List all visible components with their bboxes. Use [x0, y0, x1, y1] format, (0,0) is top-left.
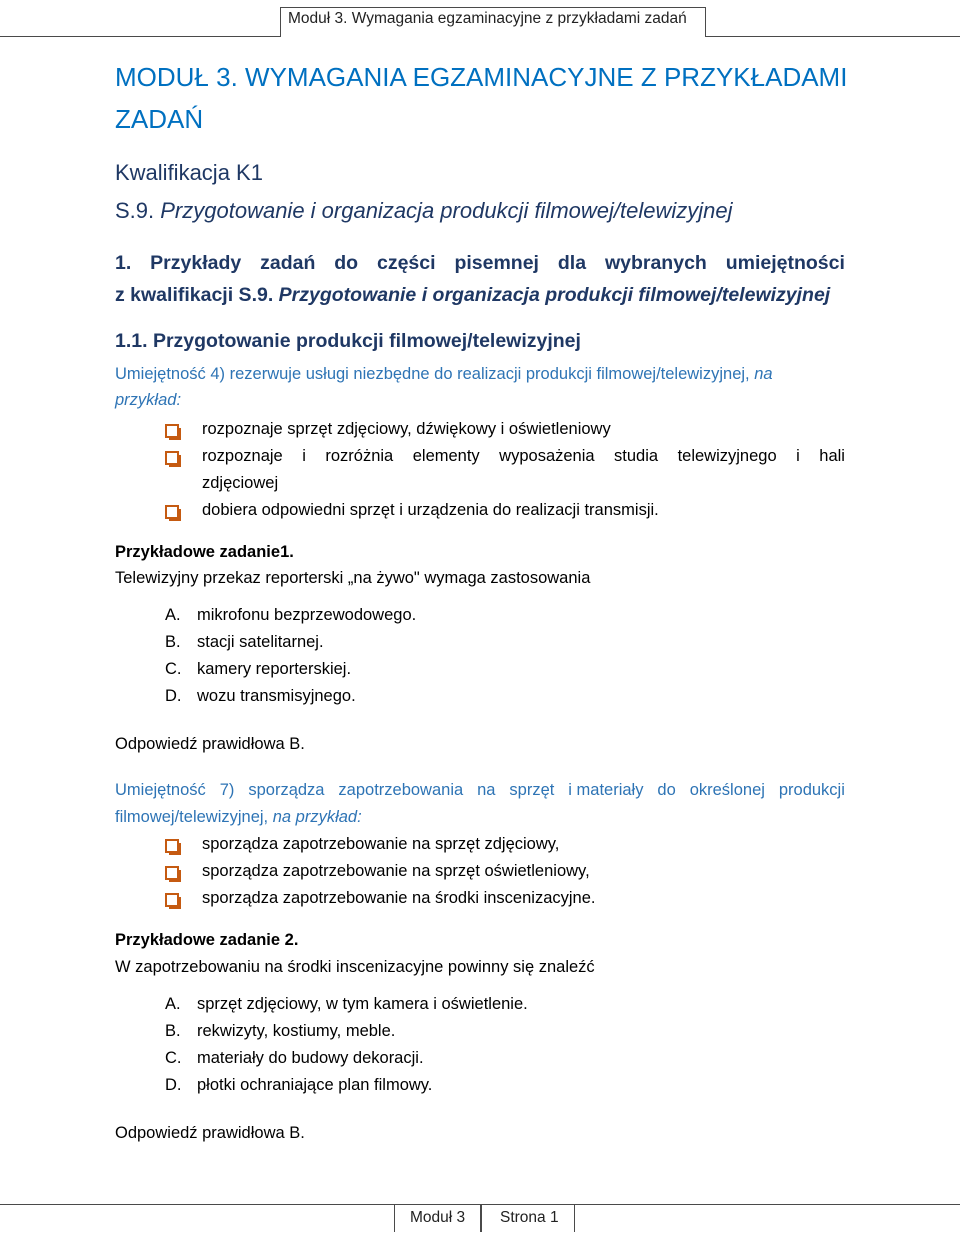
task1-option-a: mikrofonu bezprzewodowego.: [197, 606, 417, 624]
task2-option-a-letter: A.: [165, 995, 181, 1013]
task2-question: W zapotrzebowaniu na środki inscenizacyjne powinny się znaleźć: [115, 958, 595, 976]
word: 7): [219, 781, 235, 799]
task2-answer: Odpowiedź prawidłowa B.: [115, 1124, 305, 1142]
task1-option-b: stacji satelitarnej.: [197, 633, 324, 651]
task2-label: Przykładowe zadanie 2.: [115, 931, 299, 949]
skill4-bullet-1: rozpoznaje sprzęt zdjęciowy, dźwiękowy i oświetleniowy: [202, 420, 611, 438]
skill4-line2: [115, 391, 181, 410]
footer-line: [575, 1204, 960, 1205]
word: wyposażenia: [499, 447, 595, 465]
skill7-bullet-3: sporządza zapotrzebowanie na środki inscenizacyjne.: [202, 889, 596, 907]
task1-option-a-letter: A.: [165, 606, 181, 624]
word: rozpoznaje: [202, 447, 283, 465]
skill4-italic: na: [754, 365, 773, 383]
word: 1.: [115, 252, 132, 274]
skill7-bullet-2: sporządza zapotrzebowanie na sprzęt oświetleniowy,: [202, 862, 590, 880]
word: wybranych: [604, 252, 707, 274]
skill4-text: Umiejętność 4) rezerwuje usługi niezbędne do realizacji produkcji filmowej/telewizyjnej,: [115, 365, 755, 383]
section1-heading-line2: [115, 284, 830, 307]
bullet-icon: [165, 451, 181, 467]
skill7-line2: [115, 808, 362, 827]
bullet-icon: [165, 893, 181, 909]
word: Przykłady: [150, 252, 242, 274]
word: Umiejętność: [115, 781, 206, 799]
word: umiejętności: [725, 252, 845, 274]
word: określonej: [689, 781, 765, 799]
subtitle-code: S.9.: [115, 198, 161, 223]
skill7-text: filmowej/telewizyjnej,: [115, 808, 273, 826]
word: elementy: [412, 447, 480, 465]
task1-answer: Odpowiedź prawidłowa B.: [115, 735, 305, 753]
section1-italic: Przygotowanie i organizacja produkcji filmowej/telewizyjnej: [278, 284, 831, 306]
word: zapotrzebowania: [338, 781, 464, 799]
word: telewizyjnego: [677, 447, 777, 465]
bullet-icon: [165, 424, 181, 440]
task1-option-c-letter: C.: [165, 660, 182, 678]
skill4-line1: [115, 365, 773, 384]
section1-prefix: z kwalifikacji S.9.: [115, 284, 279, 306]
title-line-1: MODUŁ 3. WYMAGANIA EGZAMINACYJNE Z PRZYKŁADAMI: [115, 62, 848, 92]
word: pisemnej: [454, 252, 539, 274]
footer-line: [0, 1204, 394, 1205]
task1-option-d-letter: D.: [165, 687, 182, 705]
task1-question: Telewizyjny przekaz reporterski „na żywo" wymaga zastosowania: [115, 569, 591, 587]
task2-option-d: płotki ochraniające plan filmowy.: [197, 1076, 433, 1094]
word: sprzęt: [509, 781, 555, 799]
word: zadań: [260, 252, 316, 274]
task2-option-a: sprzęt zdjęciowy, w tym kamera i oświetlenie.: [197, 995, 528, 1013]
word: i: [796, 447, 800, 465]
bullet-icon: [165, 866, 181, 882]
task1-option-b-letter: B.: [165, 633, 181, 651]
word: części: [376, 252, 436, 274]
word: hali: [819, 447, 845, 465]
skill7-line1: [115, 781, 845, 800]
footer-page-number: Strona 1: [500, 1209, 559, 1226]
task2-option-d-letter: D.: [165, 1076, 182, 1094]
running-header: Moduł 3. Wymagania egzaminacyjne z przykładami zadań: [288, 10, 687, 27]
title-line-2: ZADAŃ: [115, 104, 204, 134]
task1-option-d: wozu transmisyjnego.: [197, 687, 356, 705]
skill4-bullet-2-line2: zdjęciowej: [202, 474, 279, 492]
skill4-italic-2: przykład:: [115, 391, 182, 409]
task1-option-c: kamery reporterskiej.: [197, 660, 352, 678]
qualification-heading: Kwalifikacja K1: [115, 160, 263, 185]
word: do: [657, 781, 676, 799]
task1-label: Przykładowe zadanie1.: [115, 543, 294, 561]
section1-heading-line1: [115, 252, 845, 275]
skill7-bullet-1: sporządza zapotrzebowanie na sprzęt zdjęciowy,: [202, 835, 560, 853]
word: produkcji: [778, 781, 845, 799]
skill4-bullet-3: dobiera odpowiedni sprzęt i urządzenia do realizacji transmisji.: [202, 501, 659, 519]
subtitle: [115, 198, 733, 224]
footer-module: Moduł 3: [410, 1209, 466, 1226]
section11-heading: 1.1. Przygotowanie produkcji filmowej/telewizyjnej: [115, 330, 581, 352]
skill4-bullet-2-line1: [202, 447, 845, 466]
word: dla: [557, 252, 587, 274]
word: do: [334, 252, 359, 274]
task2-option-b: rekwizyty, kostiumy, meble.: [197, 1022, 396, 1040]
word: i materiały: [568, 781, 644, 799]
word: na: [477, 781, 496, 799]
bullet-icon: [165, 505, 181, 521]
task2-option-b-letter: B.: [165, 1022, 181, 1040]
word: studia: [614, 447, 659, 465]
task2-option-c: materiały do budowy dekoracji.: [197, 1049, 424, 1067]
skill7-italic: na przykład:: [272, 808, 362, 826]
task2-option-c-letter: C.: [165, 1049, 182, 1067]
word: i: [302, 447, 306, 465]
word: rozróżnia: [325, 447, 394, 465]
subtitle-name: Przygotowanie i organizacja produkcji filmowej/telewizyjnej: [160, 198, 733, 223]
bullet-icon: [165, 839, 181, 855]
word: sporządza: [248, 781, 325, 799]
